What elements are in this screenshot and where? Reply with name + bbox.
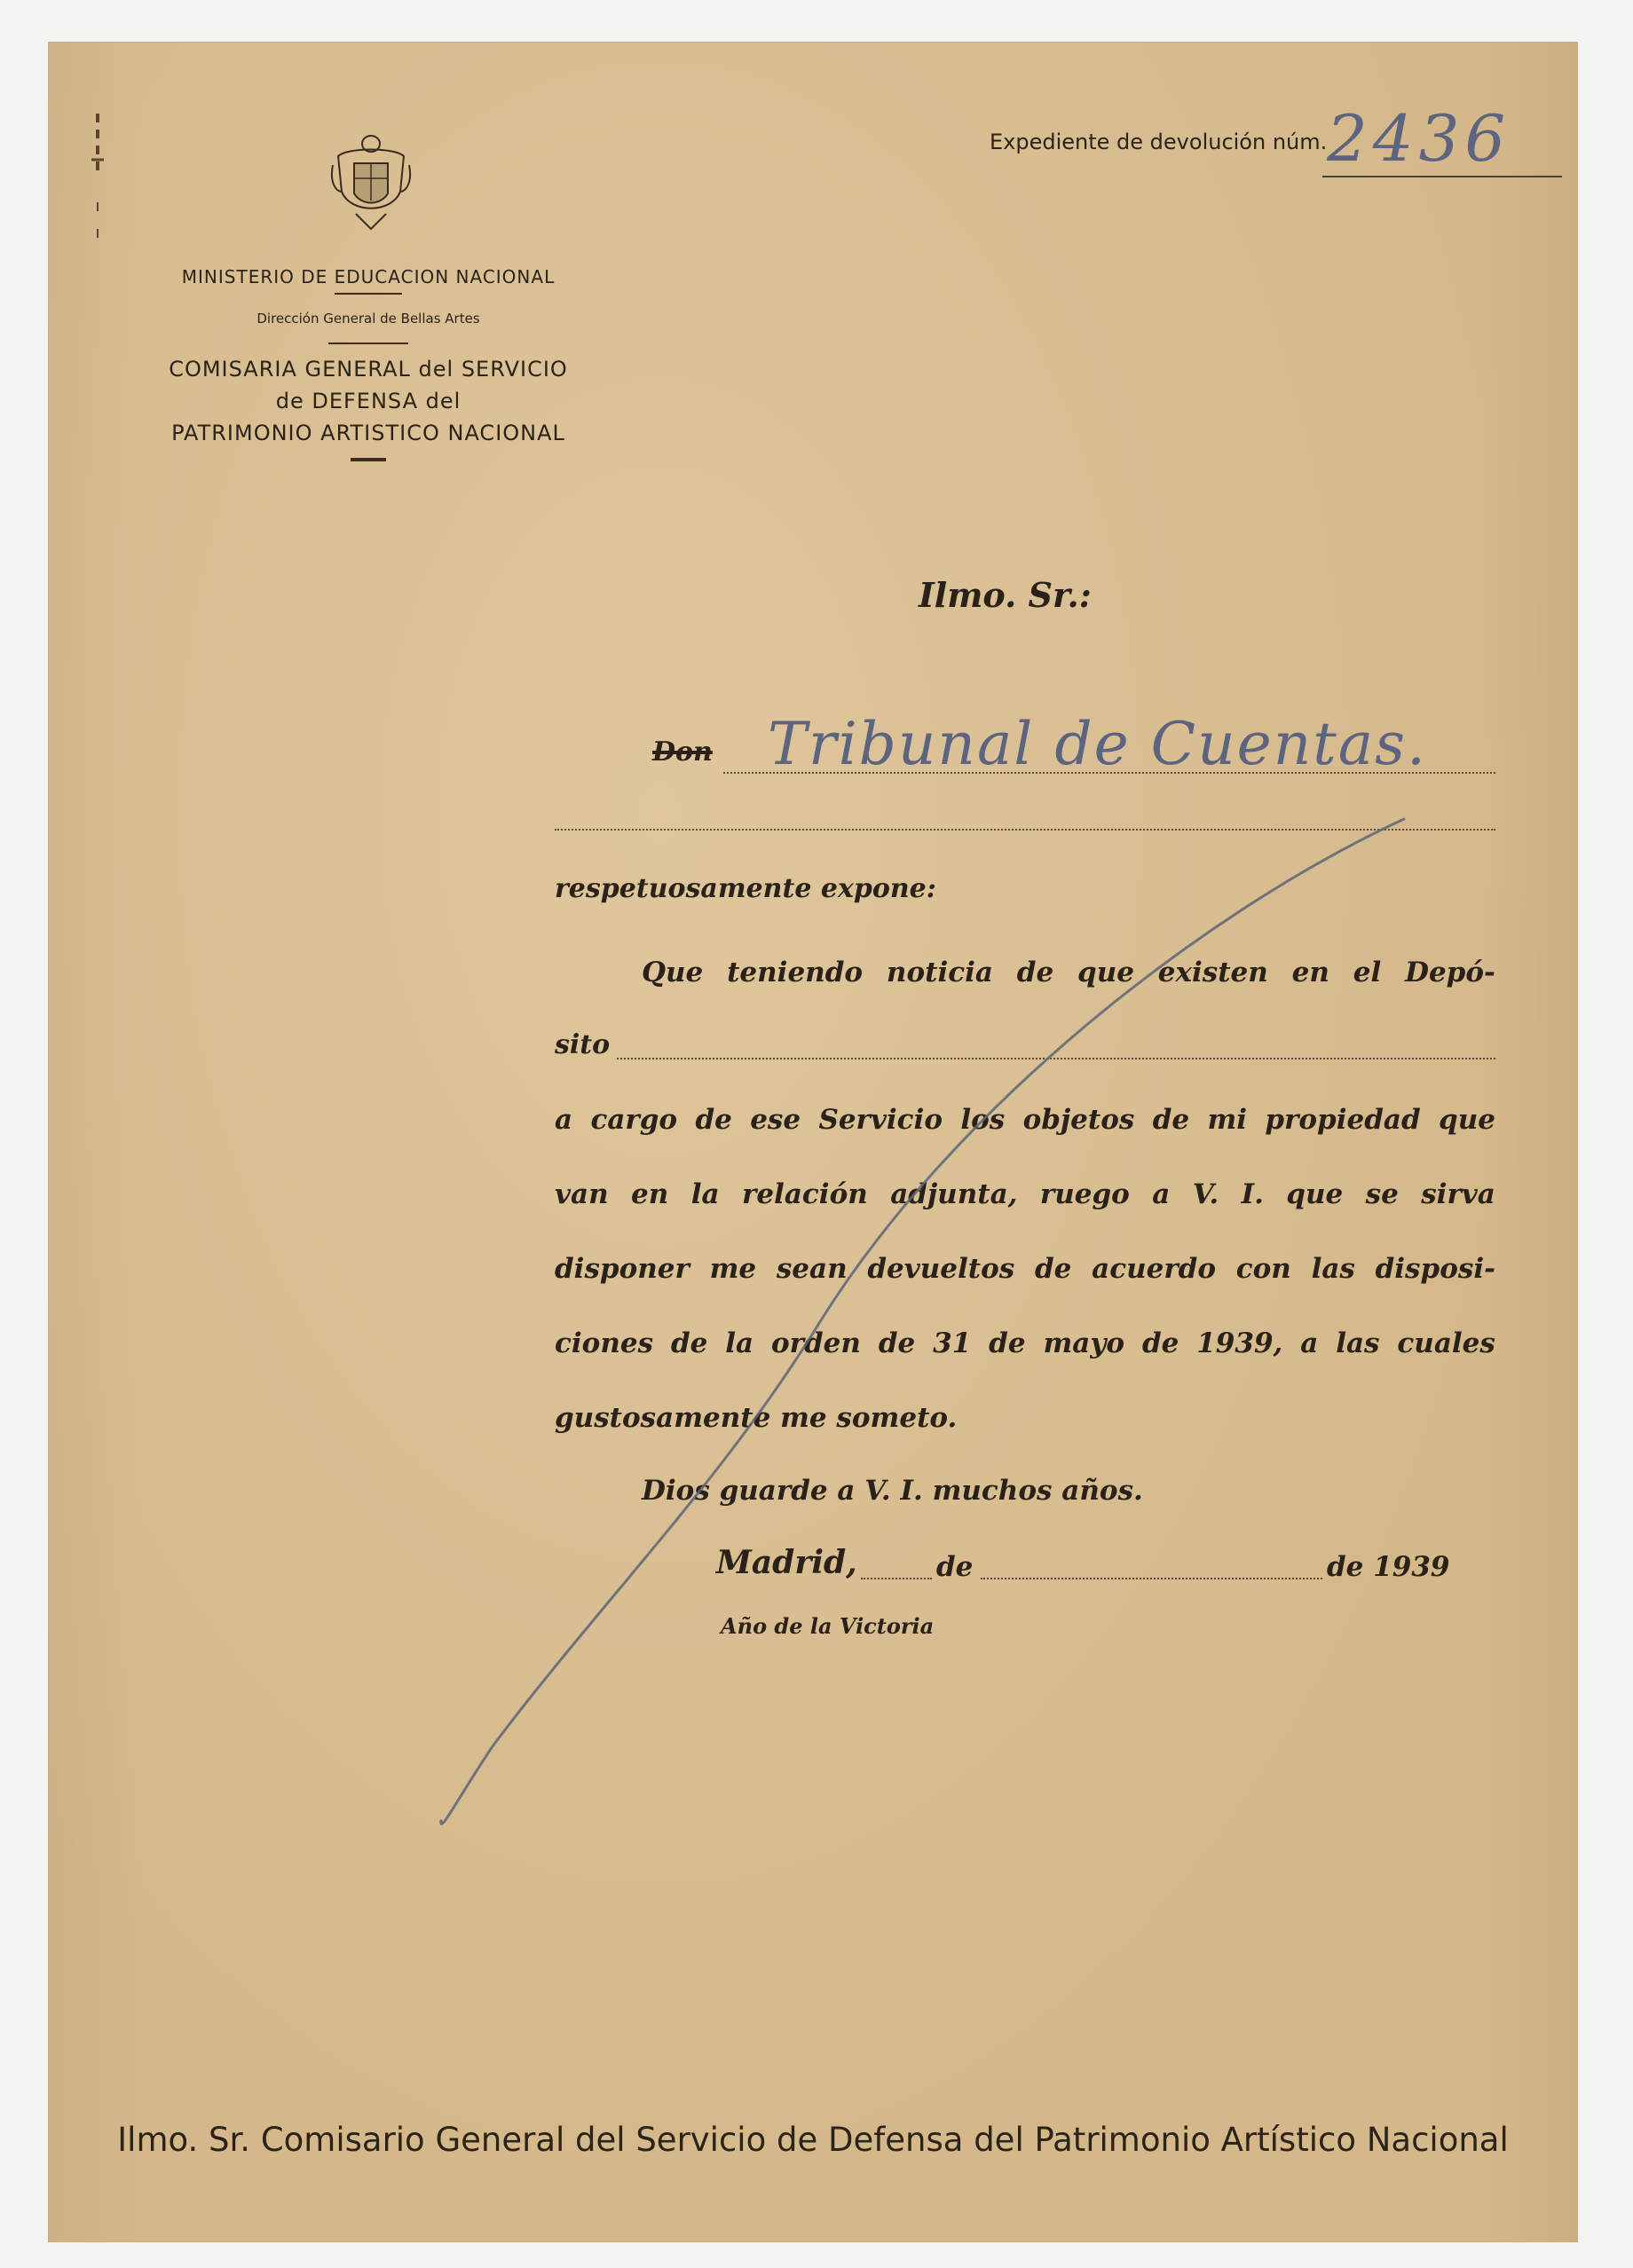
paragraph-line-5: disponer me sean devueltos de acuerdo con las disposi- [555, 1253, 1495, 1285]
paragraph-line-4: van en la relación adjunta, ruego a V. I. que se sirva [555, 1178, 1495, 1210]
salutation: Ilmo. Sr.: [919, 575, 1092, 615]
applicant-name: Tribunal de Cuentas. [768, 710, 1427, 778]
commission-line-1: COMISARIA GENERAL del SERVICIO [169, 357, 568, 382]
footer-addressee: Ilmo. Sr. Comisario General del Servicio de Defensa del Patrimonio Artístico Nacional [117, 2121, 1509, 2159]
document-sheet [49, 43, 1577, 2241]
paragraph-line-6: ciones de la orden de 31 de mayo de 1939, a las cuales [555, 1327, 1495, 1359]
paragraph-line-7: gustosamente me someto. [555, 1402, 958, 1434]
struck-prefix: Don [652, 736, 713, 768]
cancellation-stroke [49, 43, 1577, 2241]
commission-line-3: PATRIMONIO ARTISTICO NACIONAL [171, 421, 565, 445]
paragraph-line-1: Que teniendo noticia de que existen en el Depó- [642, 957, 1495, 988]
commission-line-2: de DEFENSA del [275, 389, 462, 413]
direction-name: Dirección General de Bellas Artes [256, 311, 480, 327]
file-number-label: Expediente de devolución núm. [990, 130, 1328, 154]
date-de-year: de 1939 [1327, 1551, 1450, 1583]
era-label: Año de la Victoria [721, 1613, 935, 1639]
paragraph-line-2: sito [555, 1029, 611, 1060]
ministry-name: MINISTERIO DE EDUCACION NACIONAL [181, 266, 556, 287]
date-de-1: de [936, 1551, 974, 1583]
intro-text: respetuosamente expone: [555, 873, 936, 904]
paragraph-line-3: a cargo de ese Servicio los objetos de mi propiedad que [555, 1104, 1495, 1136]
place-name: Madrid, [716, 1544, 857, 1581]
closing-formula: Dios guarde a V. I. muchos años. [642, 1475, 1143, 1507]
file-number-value: 2436 [1327, 101, 1511, 176]
